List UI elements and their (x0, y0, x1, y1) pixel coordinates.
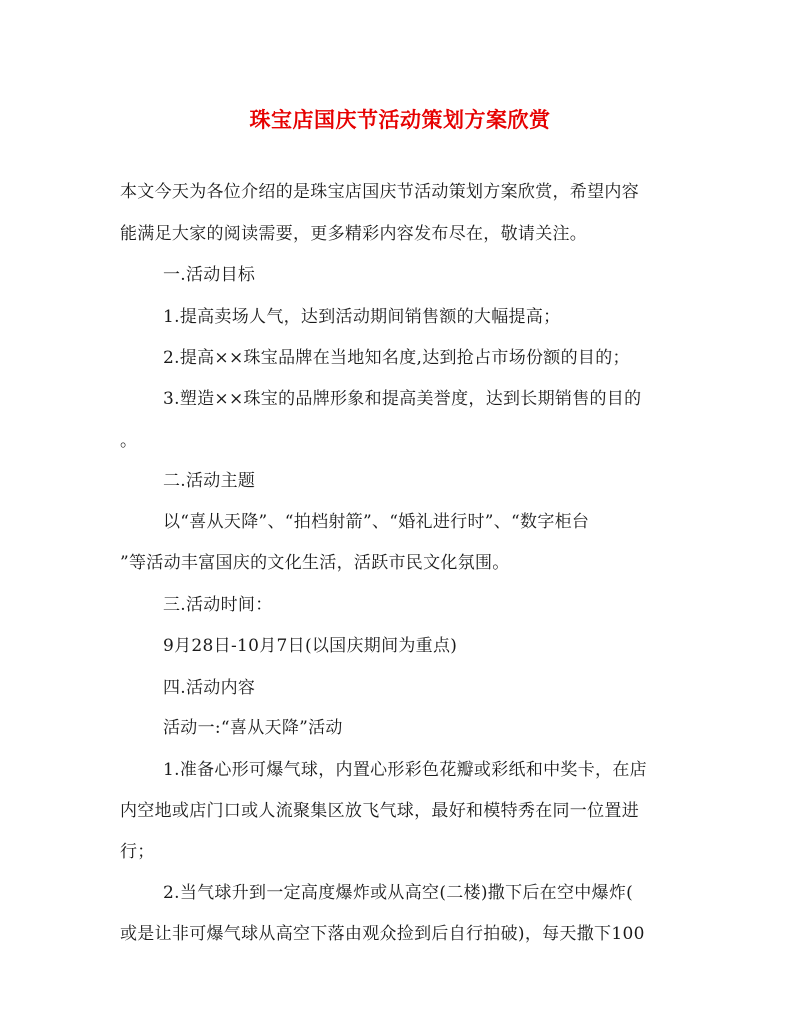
paragraph-line: 内空地或店门口或人流聚集区放飞气球，最好和模特秀在同一位置进 (120, 801, 639, 821)
paragraph-line: 或是让非可爆气球从高空下落由观众捡到后自行拍破)，每天撒下100 (120, 924, 645, 944)
section-heading-content: 四.活动内容 (163, 678, 256, 698)
paragraph-line: 1.准备心形可爆气球，内置心形彩色花瓣或彩纸和中奖卡，在店 (163, 760, 647, 780)
activity-heading: 活动一:“喜从天降”活动 (163, 718, 343, 738)
paragraph-line: 行； (120, 842, 155, 862)
paragraph-line: 9月28日-10月7日(以国庆期间为重点) (163, 636, 458, 656)
paragraph-line: 以“喜从天降”、“拍档射箭”、“婚礼进行时”、“数字柜台 (163, 512, 590, 532)
paragraph-line: 2.当气球升到一定高度爆炸或从高空(二楼)撒下后在空中爆炸( (163, 883, 634, 903)
paragraph-line: ”等活动丰富国庆的文化生活，活跃市民文化氛围。 (120, 553, 510, 573)
paragraph-line: 3.塑造××珠宝的品牌形象和提高美誉度，达到长期销售的目的 (163, 389, 642, 409)
document-title: 珠宝店国庆节活动策划方案欣赏 (249, 107, 551, 132)
paragraph-line: 1.提高卖场人气，达到活动期间销售额的大幅提高； (163, 307, 561, 327)
paragraph-line: 2.提高××珠宝品牌在当地知名度,达到抢占市场份额的目的； (163, 348, 630, 368)
paragraph-line: 。 (120, 431, 138, 451)
paragraph-line: 能满足大家的阅读需要，更多精彩内容发布尽在，敬请关注。 (120, 224, 588, 244)
paragraph-line: 本文今天为各位介绍的是珠宝店国庆节活动策划方案欣赏，希望内容 (120, 182, 639, 202)
section-heading-theme: 二.活动主题 (163, 471, 256, 491)
section-heading-goals: 一.活动目标 (163, 265, 256, 285)
section-heading-time: 三.活动时间： (163, 595, 273, 615)
